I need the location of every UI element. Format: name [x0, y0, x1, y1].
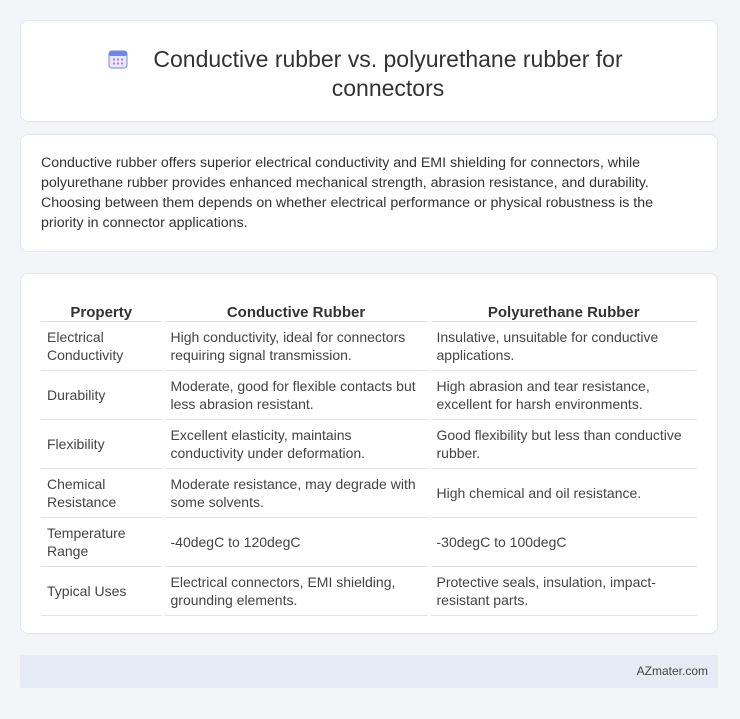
table-cell-polyurethane: High chemical and oil resistance. [429, 469, 697, 518]
table-cell-polyurethane: -30degC to 100degC [429, 518, 697, 567]
comparison-table-card [20, 273, 718, 634]
table-row [41, 322, 697, 371]
table-row [41, 518, 697, 567]
footer-brand[interactable]: AZmater.com [636, 664, 708, 678]
table-cell-conductive: Electrical connectors, EMI shielding, grounding elements. [163, 567, 429, 616]
table-cell-polyurethane: High abrasion and tear resistance, excellent for harsh environments. [429, 371, 697, 420]
table-cell-property: Flexibility [41, 420, 163, 469]
page-title-text: Conductive rubber vs. polyurethane rubber for connectors [153, 46, 623, 101]
table-header-row [41, 294, 697, 322]
page-title [21, 45, 717, 103]
column-header: Conductive Rubber [163, 294, 429, 322]
table-cell-conductive: Excellent elasticity, maintains conductivity under deformation. [163, 420, 429, 469]
table-cell-conductive: -40degC to 120degC [163, 518, 429, 567]
table-cell-conductive: Moderate resistance, may degrade with some solvents. [163, 469, 429, 518]
table-cell-polyurethane: Insulative, unsuitable for conductive applications. [429, 322, 697, 371]
table-cell-polyurethane: Good flexibility but less than conductive rubber. [429, 420, 697, 469]
table-cell-polyurethane: Protective seals, insulation, impact-resistant parts. [429, 567, 697, 616]
table-cell-property: Chemical Resistance [41, 469, 163, 518]
comparison-table [41, 294, 697, 616]
column-header: Property [41, 294, 163, 322]
summary-text: Conductive rubber offers superior electrical conductivity and EMI shielding for connectors, while polyurethane rubber provides enhanced mechanical strength, abrasion resistance, and durability. Choosing between them depends on whether electrical performance or physical robustness is the priority in connector applications. [41, 155, 653, 231]
table-cell-property: Temperature Range [41, 518, 163, 567]
table-cell-property: Durability [41, 371, 163, 420]
table-cell-conductive: High conductivity, ideal for connectors requiring signal transmission. [163, 322, 429, 371]
footer [20, 655, 718, 688]
table-row [41, 567, 697, 616]
table-cell-property: Typical Uses [41, 567, 163, 616]
column-header: Polyurethane Rubber [429, 294, 697, 322]
table-row [41, 371, 697, 420]
table-row [41, 420, 697, 469]
title-card [20, 20, 718, 122]
table-row [41, 469, 697, 518]
table-cell-conductive: Moderate, good for flexible contacts but less abrasion resistant. [163, 371, 429, 420]
table-cell-property: Electrical Conductivity [41, 322, 163, 371]
summary-card [20, 134, 718, 252]
